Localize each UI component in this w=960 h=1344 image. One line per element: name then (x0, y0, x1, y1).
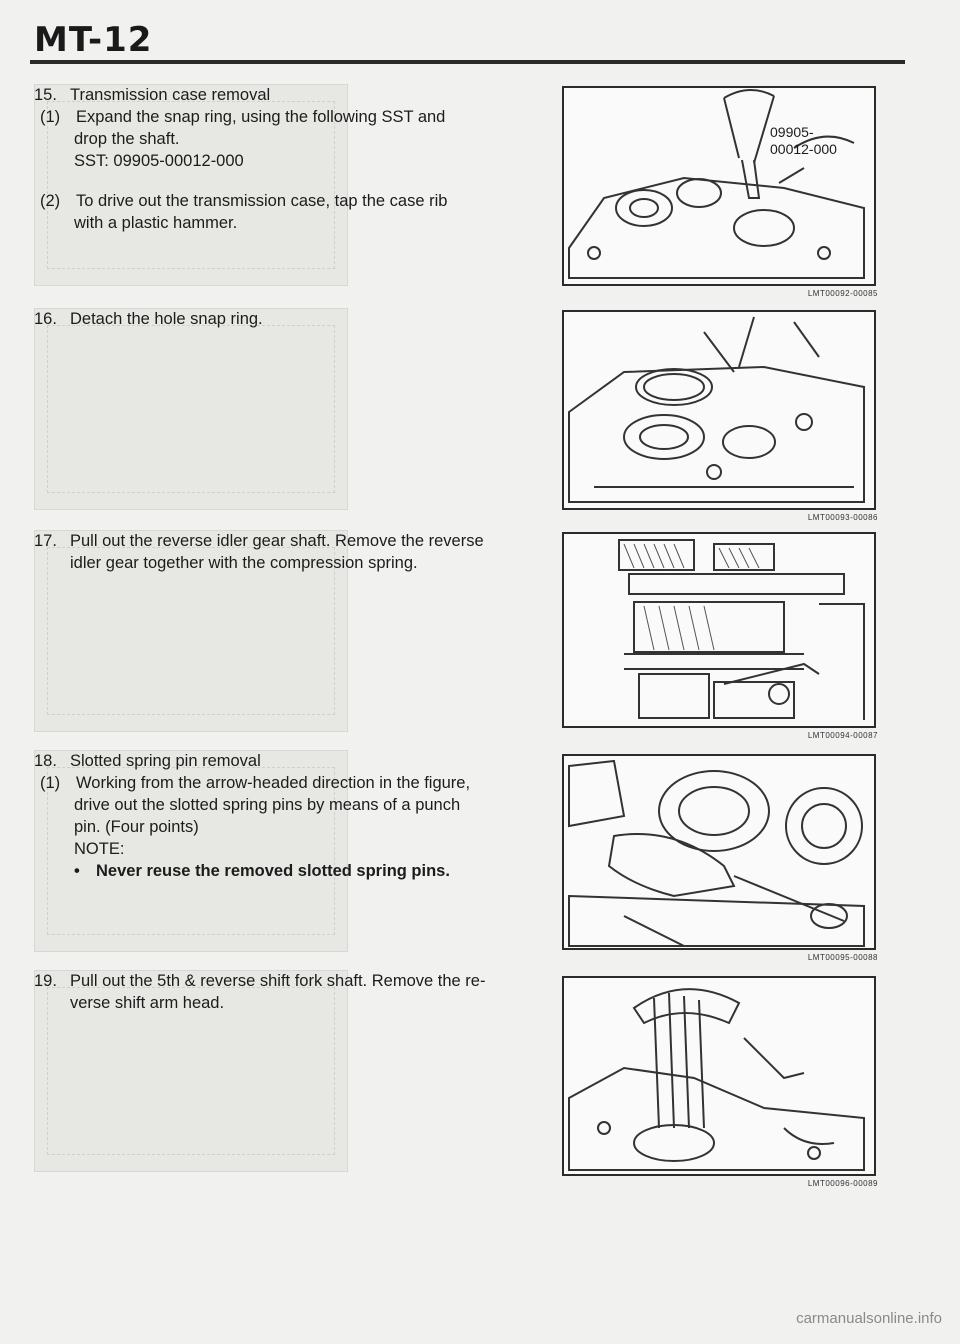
punch-hammer-illustration (564, 756, 874, 948)
page-header (30, 20, 930, 70)
step-text: Pull out the reverse idler gear shaft. Remove the reverse (70, 532, 484, 550)
gearbox-sst-illustration (564, 88, 874, 284)
substep-text: Expand the snap ring, using the following SST and (76, 108, 446, 126)
note-text: Never reuse the removed slotted spring pins. (96, 862, 450, 880)
figure-code: LMT00096-00089 (807, 1179, 878, 1188)
substep-label: (1) (40, 108, 61, 126)
bullet-icon: • (74, 862, 80, 880)
sst-number: SST: 09905-00012-000 (74, 152, 244, 170)
watermark: carmanualsonline.info (796, 1310, 942, 1327)
step-text: verse shift arm head. (70, 994, 225, 1012)
step-15-text (34, 84, 524, 234)
substep-text: with a plastic hammer. (74, 214, 238, 232)
step-16-text (34, 308, 524, 330)
figure-code: LMT00093-00086 (807, 513, 878, 522)
step-title: Slotted spring pin removal (70, 752, 261, 770)
step-title: Detach the hole snap ring. (70, 310, 263, 328)
substep-text: drop the shaft. (74, 130, 180, 148)
figure-shift-fork-shaft (562, 976, 878, 1188)
substep-text: pin. (Four points) (74, 818, 199, 836)
step-number: 18. (34, 752, 57, 770)
sst-callout (770, 124, 837, 158)
figure-code: LMT00092-00085 (807, 289, 878, 298)
step-17-text (34, 530, 524, 574)
callout-line: 00012-000 (770, 141, 837, 157)
step-19 (34, 970, 880, 1188)
note-label: NOTE: (74, 840, 125, 858)
substep-text: Working from the arrow-headed direction in the figure, (76, 774, 471, 792)
figure-code: LMT00095-00088 (807, 953, 878, 962)
header-rule (30, 60, 905, 64)
page-code: MT-12 (34, 20, 153, 60)
step-text: idler gear together with the compression spring. (70, 554, 418, 572)
gear-cross-section-illustration (564, 534, 874, 726)
substep-label: (1) (40, 774, 61, 792)
step-text: Pull out the 5th & reverse shift fork shaft. Remove the re- (70, 972, 486, 990)
callout-line: 09905- (770, 124, 814, 140)
faded-background-figure (34, 308, 348, 510)
substep-label: (2) (40, 192, 61, 210)
step-number: 15. (34, 86, 57, 104)
substep-text: To drive out the transmission case, tap the case rib (76, 192, 448, 210)
step-16 (34, 308, 880, 520)
step-15 (34, 84, 880, 298)
figure-hole-snap-ring (562, 310, 878, 522)
step-19-text (34, 970, 524, 1014)
step-17 (34, 530, 880, 742)
case-snap-ring-illustration (564, 312, 874, 508)
figure-code: LMT00094-00087 (807, 731, 878, 740)
shift-fork-illustration (564, 978, 874, 1174)
figure-spring-pin (562, 754, 878, 962)
substep-text: drive out the slotted spring pins by means of a punch (74, 796, 461, 814)
figure-snap-ring-sst (562, 86, 878, 298)
step-number: 17. (34, 532, 57, 550)
step-18 (34, 750, 880, 962)
figure-idler-gear (562, 532, 878, 740)
step-title: Transmission case removal (70, 86, 271, 104)
step-number: 16. (34, 310, 57, 328)
step-18-text (34, 750, 524, 882)
step-number: 19. (34, 972, 57, 990)
